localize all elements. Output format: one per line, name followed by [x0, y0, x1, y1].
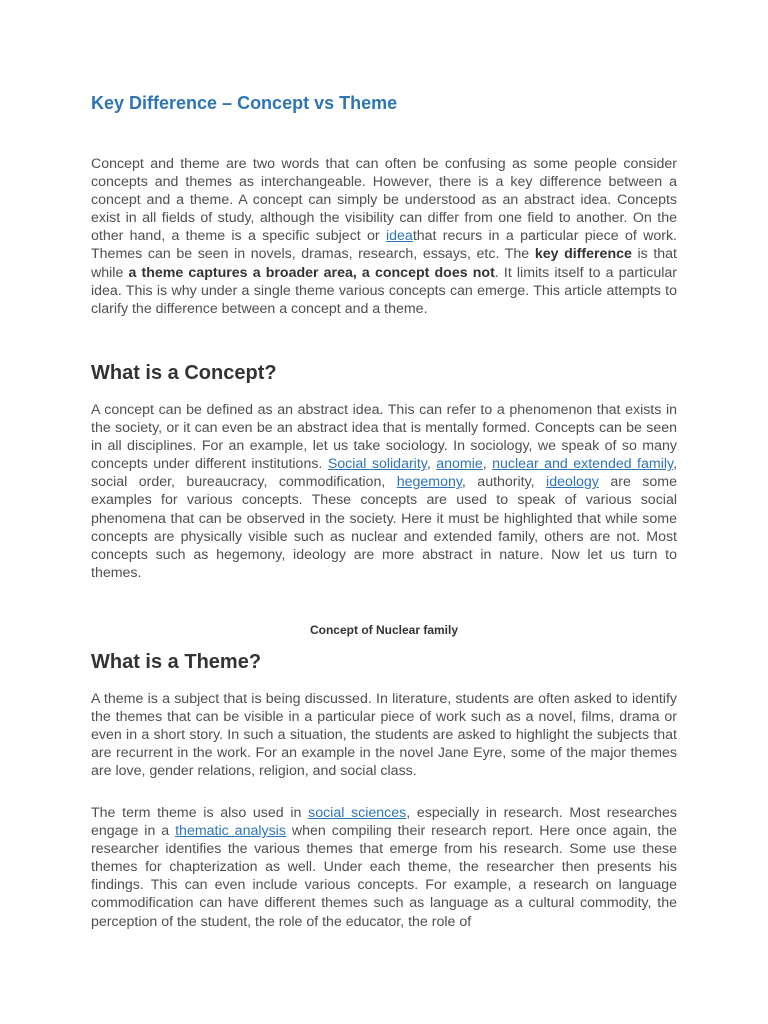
- intro-text-2: that recurs in a particular piece of work. Themes can be seen in novels, dramas, research, essays, etc. The: [91, 228, 677, 263]
- anomie-link[interactable]: anomie: [436, 456, 483, 473]
- image-caption: Concept of Nuclear family: [309, 623, 459, 637]
- nuclear-family-link[interactable]: nuclear and extended family: [492, 456, 674, 473]
- theme-heading: What is a Theme?: [91, 651, 262, 673]
- hegemony-link[interactable]: hegemony: [396, 474, 462, 491]
- concept-text-2: , social order, bureaucracy, commodification,: [91, 456, 678, 491]
- intro-text-4: . It limits itself to a particular idea. This is why under a single theme various concepts can emerge. This article attempts to clarify the difference between a concept and a theme.: [91, 264, 677, 317]
- concept-text-4: are some examples for various concepts. These concepts are used to speak of various social phenomena that can be observed in the society. Here it must be highlighted that while some concepts are physically visible such as nuclear and extended family, others are not. Most concepts such as hegemony, ideology are more abstract in nature. Now let us turn to themes.: [91, 474, 677, 581]
- concept-heading: What is a Concept?: [91, 362, 277, 384]
- theme-paragraph-1: A theme is a subject that is being discussed. In literature, students are often asked to identify the themes that can be visible in a particular piece of work such as a novel, films, drama or even in a short story. In such a situation, the students are asked to highlight the subjects that are recurrent in the work. For an example in the novel Jane Eyre, some of the major themes are love, gender relations, religion, and social class.: [91, 691, 677, 780]
- concept-text-3: , authority,: [461, 474, 547, 491]
- ideology-link[interactable]: ideology: [546, 474, 599, 491]
- concept-separator-2: ,: [482, 456, 493, 473]
- concept-paragraph: [91, 401, 677, 582]
- thematic-analysis-link[interactable]: thematic analysis: [175, 823, 286, 840]
- social-solidarity-link[interactable]: Social solidarity: [327, 456, 427, 473]
- intro-text-3: is that while: [91, 246, 677, 281]
- intro-paragraph: [91, 155, 677, 318]
- theme-paragraph-2: [91, 804, 677, 931]
- theme-text-3: when compiling their research report. Here once again, the researcher identifies the various themes that emerge from his research. Some use these themes for chapterization as well. Under each theme, the researcher then presents his findings. This can even include various concepts. For example, a research on language commodification can have different themes such as language as a cultural commodity, the perception of the student, the role of the educator, the role of: [91, 823, 677, 930]
- concept-separator-1: ,: [426, 456, 437, 473]
- article-title: Key Difference – Concept vs Theme: [91, 93, 398, 113]
- concept-text-1: A concept can be defined as an abstract idea. This can refer to a phenomenon that exists in the society, or it can even be an abstract idea that is mentally formed. Concepts can be seen in all disciplines. For an example, let us take sociology. In sociology, we speak of so many concepts under different institutions.: [91, 402, 677, 473]
- social-sciences-link[interactable]: social sciences: [308, 805, 407, 821]
- theme-broader-bold: a theme captures a broader area, a concept does not: [128, 264, 495, 281]
- theme-text-1: The term theme is also used in: [91, 805, 309, 821]
- intro-text-1: Concept and theme are two words that can often be confusing as some people consider concepts and themes as interchangeable. However, there is a key difference between a concept and a theme. A concept can simply be understood as an abstract idea. Concepts exist in all fields of study, although the visibility can differ from one field to another. On the other hand, a theme is a specific subject or: [91, 156, 677, 245]
- idea-link[interactable]: idea: [385, 228, 413, 245]
- key-difference-bold: key difference: [534, 246, 632, 263]
- theme-text-2: , especially in research. Most researches engage in a: [91, 805, 677, 840]
